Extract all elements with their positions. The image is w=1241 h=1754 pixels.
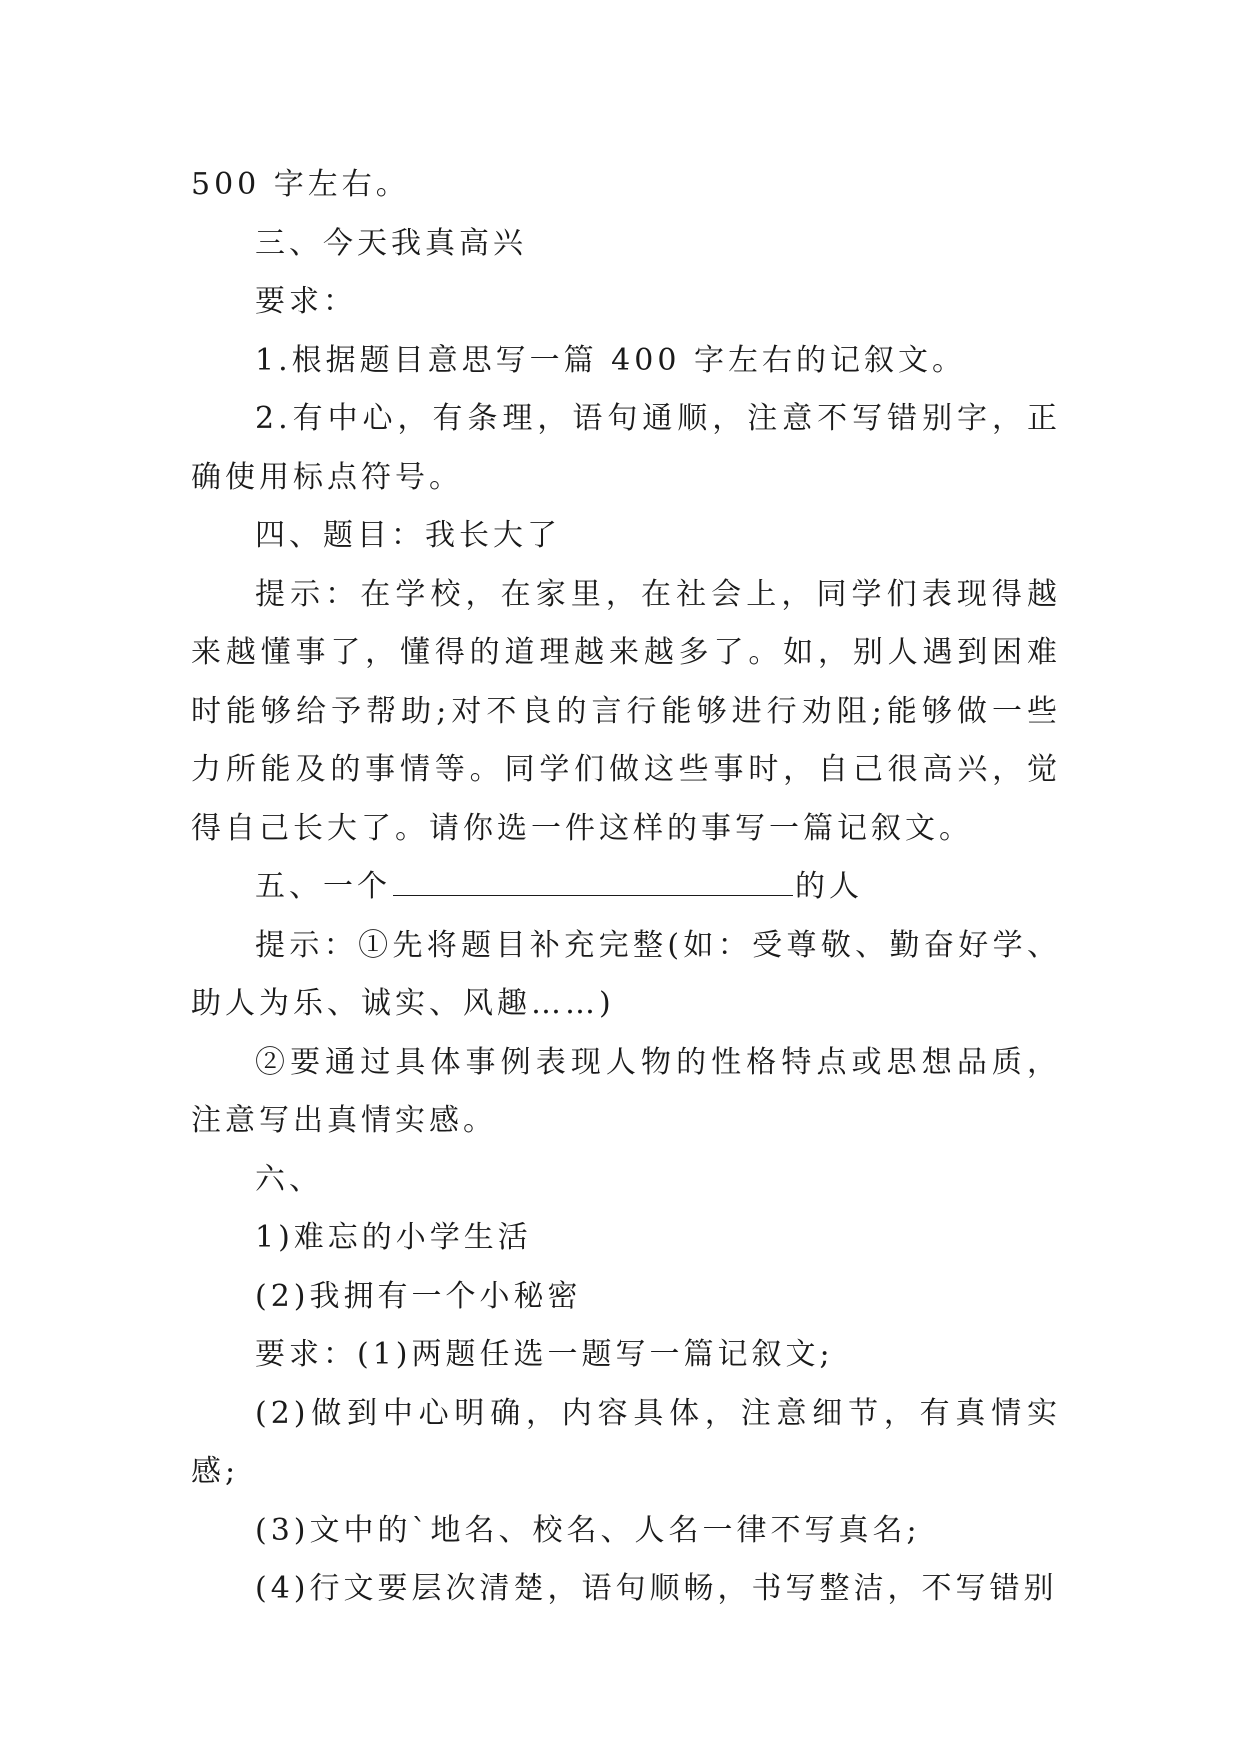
topic-six-option-2: (2)我拥有一个小秘密: [255, 1278, 582, 1314]
hint-paragraph-five-second: ②要通过具体事例表现人物的性格特点或思想品质，注意写出真情实感。: [191, 1044, 1061, 1138]
requirements-label: 要求：: [255, 284, 357, 319]
topic-six-requirement-4: (4)行文要层次清楚，语句顺畅，书写整洁，不写错别: [255, 1571, 1058, 1606]
topic-five-prefix: 五、一个: [255, 869, 391, 904]
topic-five-suffix: 的人: [795, 869, 863, 904]
topic-six-requirement-2: (2)做到中心明确，内容具体，注意细节，有真情实感;: [191, 1395, 1061, 1489]
topic-six-option-1: 1)难忘的小学生活: [255, 1220, 532, 1255]
hint-paragraph-four: 提示：在学校，在家里，在社会上，同学们表现得越来越懂事了，懂得的道理越来越多了。如，别人遇到困难时能够给予帮助;对不良的言行能够进行劝阻;能够做一些力所能及的事情等。同学们做这些事时，自己很高兴，觉得自己长大了。请你选一件这样的事写一篇记叙文。: [191, 576, 1061, 846]
fill-in-blank-line: [393, 893, 793, 896]
heading-topic-five: [191, 858, 1061, 917]
heading-topic-three: 三、今天我真高兴: [255, 225, 527, 261]
heading-topic-six: 六、: [255, 1161, 323, 1197]
heading-topic-four: 四、题目：我长大了: [255, 518, 561, 553]
hint-paragraph-five: 提示：①先将题目补充完整(如：受尊敬、勤奋好学、助人为乐、诚实、风趣……): [191, 927, 1061, 1021]
paragraph-continuation: 500 字左右。: [191, 167, 410, 202]
requirement-item-1: 1.根据题目意思写一篇 400 字左右的记叙文。: [255, 342, 966, 378]
document-body: [191, 156, 1061, 1619]
topic-six-requirement-1: 要求：(1)两题任选一题写一篇记叙文;: [255, 1337, 834, 1372]
topic-six-requirement-3: (3)文中的`地名、校名、人名一律不写真名;: [255, 1512, 921, 1548]
requirement-item-2: 2.有中心，有条理，语句通顺，注意不写错别字，正确使用标点符号。: [191, 401, 1061, 495]
